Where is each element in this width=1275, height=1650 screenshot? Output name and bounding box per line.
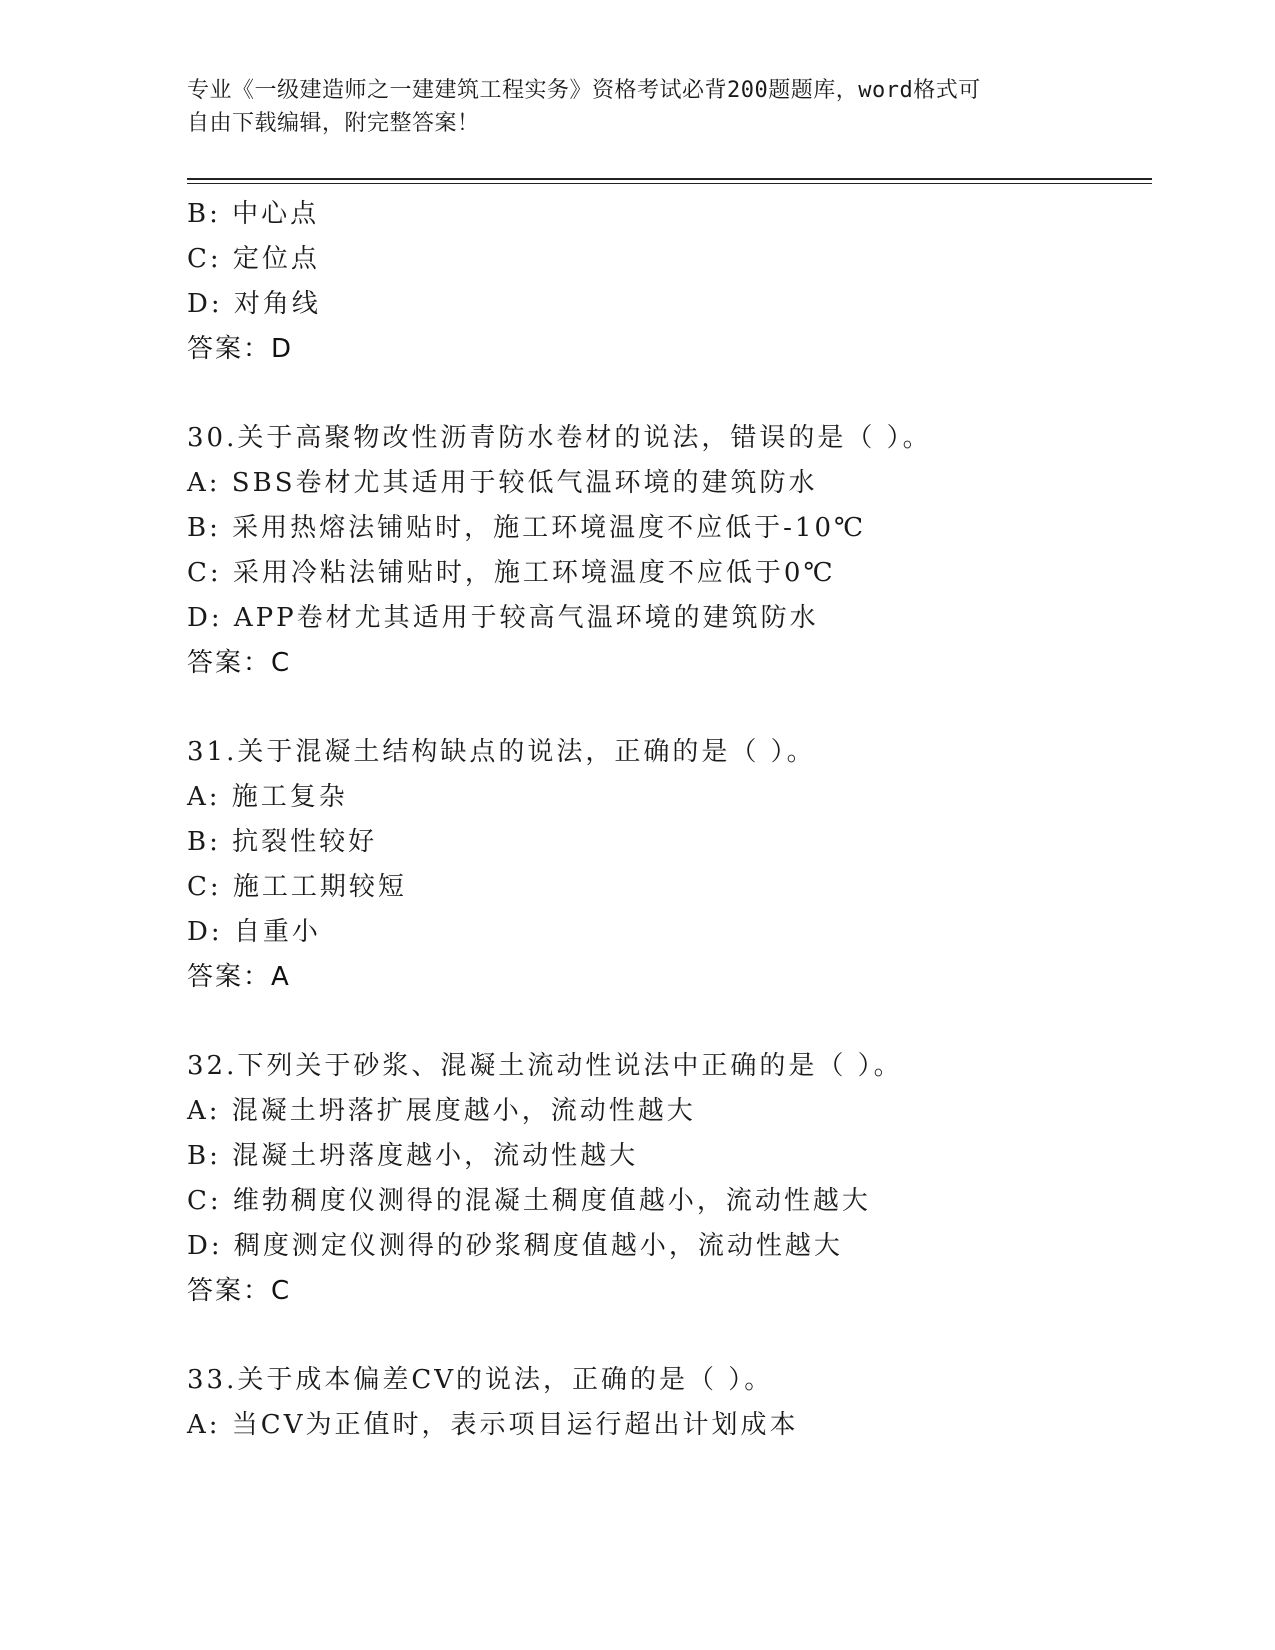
option-line: A: 施工复杂 [187,782,348,812]
header-line-2: 自由下载编辑，附完整答案！ [187,111,480,136]
option-line: D: APP卷材尤其适用于较高气温环境的建筑防水 [187,603,819,633]
option-line: A: SBS卷材尤其适用于较低气温环境的建筑防水 [187,468,818,498]
question-line: 32.下列关于砂浆、混凝土流动性说法中正确的是（ ）。 [187,1051,903,1081]
header-line-1: 专业《一级建造师之一建建筑工程实务》资格考试必背200题题库，word格式可 [187,78,981,103]
question-line: 31.关于混凝土结构缺点的说法，正确的是（ ）。 [187,737,816,767]
option-line: C: 维勃稠度仪测得的混凝土稠度值越小，流动性越大 [187,1186,871,1216]
option-line: D: 对角线 [187,289,321,319]
option-line: B: 混凝土坍落度越小，流动性越大 [187,1141,639,1171]
option-line: C: 定位点 [187,244,320,274]
option-line: B: 抗裂性较好 [187,827,378,857]
header-divider-thick [187,178,1152,180]
answer-line: 答案：C [187,1276,292,1306]
answer-line: 答案：A [187,962,291,992]
option-line: B: 采用热熔法铺贴时，施工环境温度不应低于-10℃ [187,513,867,543]
header-divider-thin [187,183,1152,184]
answer-line: 答案：D [187,334,294,364]
question-line: 33.关于成本偏差CV的说法，正确的是（ ）。 [187,1365,774,1395]
answer-line: 答案：C [187,648,292,678]
option-line: A: 当CV为正值时，表示项目运行超出计划成本 [187,1410,799,1440]
option-line: B: 中心点 [187,199,320,229]
question-line: 30.关于高聚物改性沥青防水卷材的说法，错误的是（ ）。 [187,423,932,453]
document-header [187,74,1087,140]
option-line: A: 混凝土坍落扩展度越小，流动性越大 [187,1096,696,1126]
option-line: D: 自重小 [187,917,321,947]
option-line: C: 采用冷粘法铺贴时，施工环境温度不应低于0℃ [187,558,836,588]
option-line: C: 施工工期较短 [187,872,407,902]
option-line: D: 稠度测定仪测得的砂浆稠度值越小，流动性越大 [187,1231,843,1261]
